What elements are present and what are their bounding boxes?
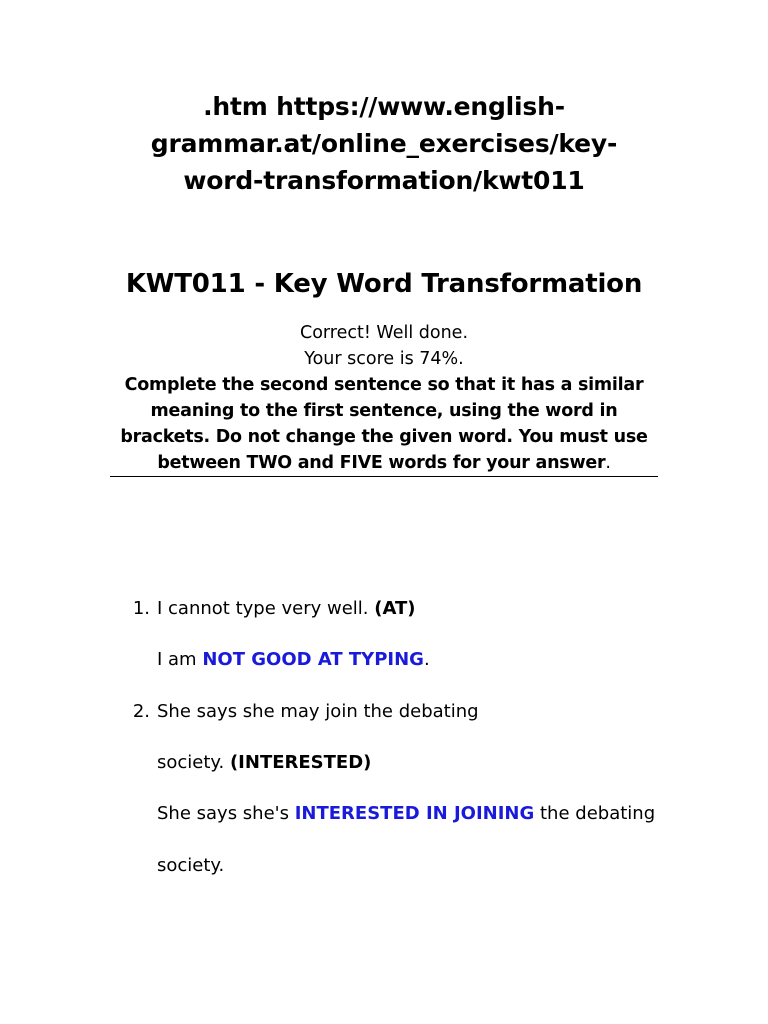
feedback-score: Your score is 74%. <box>304 349 464 369</box>
question-number: 1. <box>132 598 150 619</box>
question-keyword: (INTERESTED) <box>229 752 372 773</box>
answer-text: INTERESTED IN JOINING <box>294 803 535 824</box>
feedback-message <box>110 320 658 372</box>
instructions-line: meaning to the first sentence, using the word in <box>150 401 618 421</box>
question-number: 2. <box>132 701 150 722</box>
page-title: KWT011 - Key Word Transformation <box>125 269 643 299</box>
answer-suffix: the debating <box>534 803 656 824</box>
url-title-line: grammar.at/online_exercises/key- <box>150 129 618 158</box>
answer-suffix: society. <box>157 855 225 876</box>
url-title <box>100 88 668 199</box>
question-sentence: I cannot type very well. <box>157 598 375 619</box>
question-keyword: (AT) <box>374 598 416 619</box>
instructions-line: between TWO and FIVE words for your answer <box>157 453 606 473</box>
answer-text: NOT GOOD AT TYPING <box>202 649 424 670</box>
url-title-line: .htm https://www.english- <box>203 92 565 121</box>
instructions-last-line <box>100 450 668 476</box>
answer-prefix: She says she's <box>157 803 295 824</box>
question-sentence: society. <box>157 752 230 773</box>
instructions-line: Complete the second sentence so that it has a similar <box>124 375 644 395</box>
instructions-period: . <box>605 453 611 473</box>
url-title-line: word-transformation/kwt011 <box>183 166 585 195</box>
feedback-status: Correct! Well done. <box>299 323 469 343</box>
answer-prefix: I am <box>157 649 203 670</box>
instructions-line: brackets. Do not change the given word. You must use <box>120 427 648 447</box>
instructions <box>100 372 668 476</box>
divider <box>110 476 658 477</box>
answer-suffix: . <box>423 649 430 670</box>
question-sentence: She says she may join the debating <box>157 701 479 722</box>
